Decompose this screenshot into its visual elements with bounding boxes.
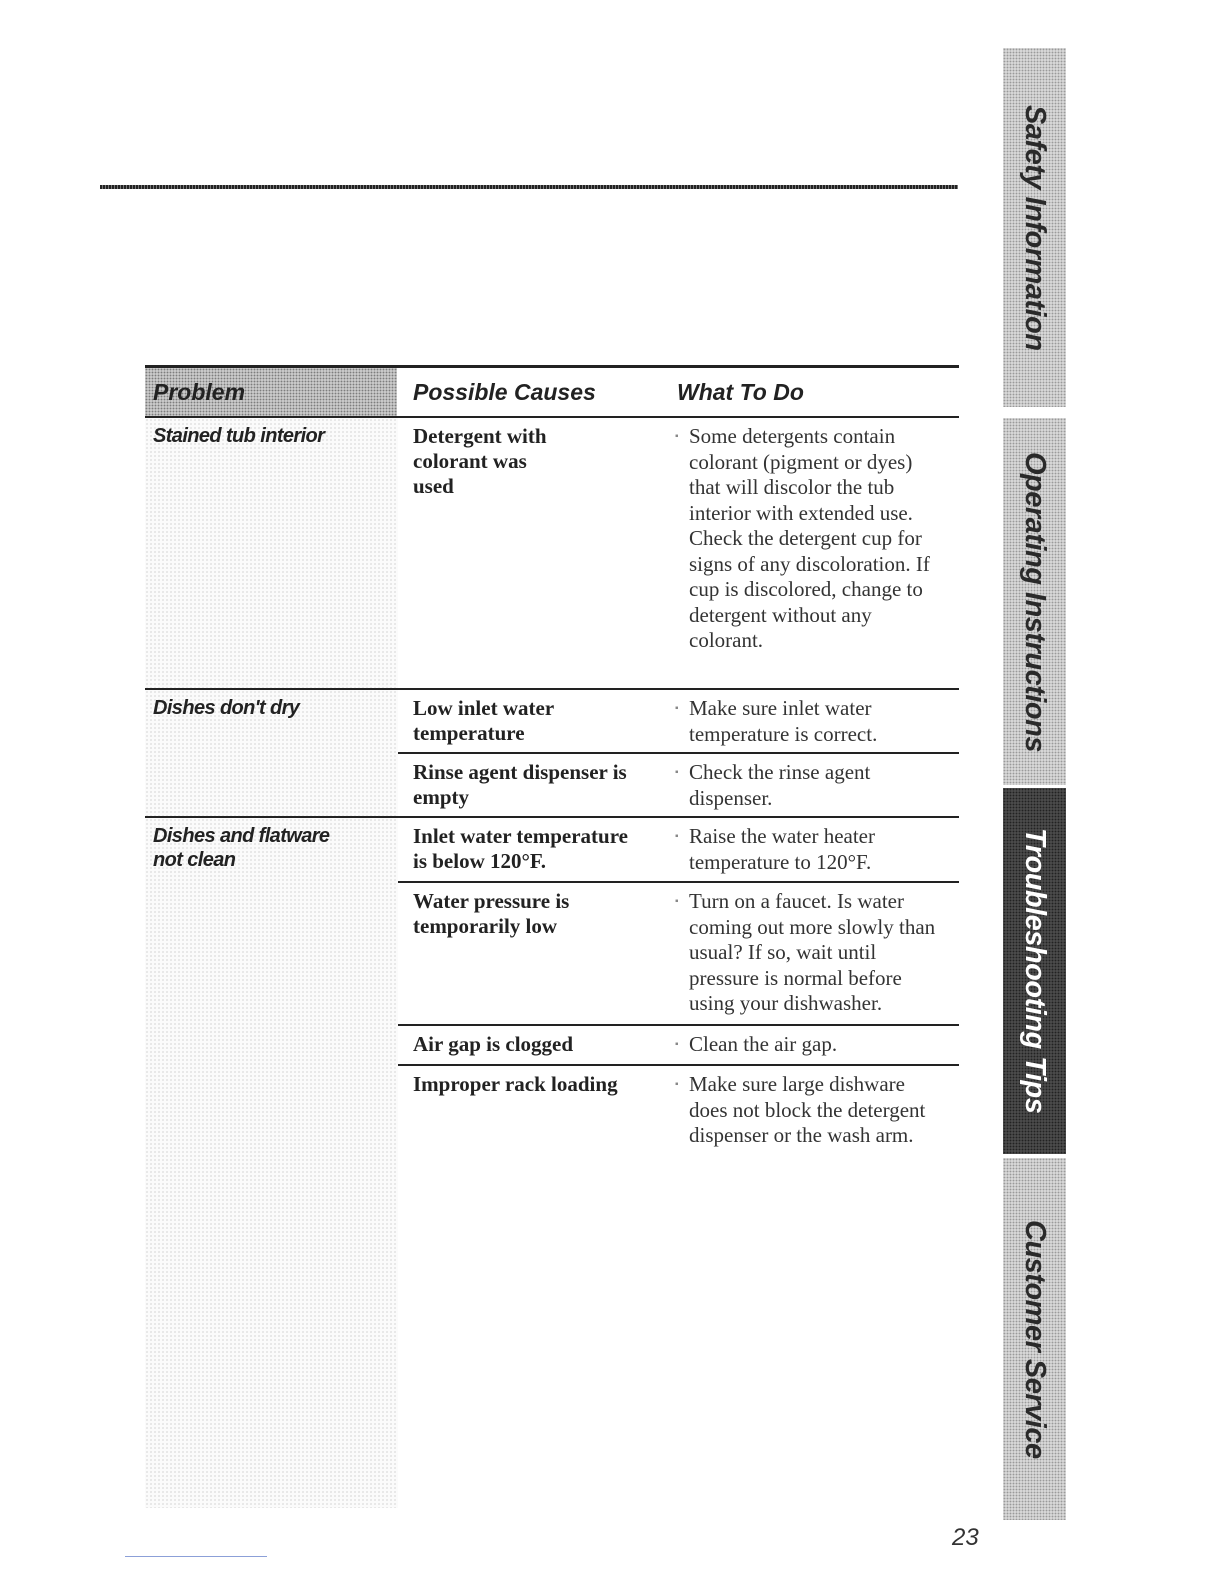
remedy-text: Make sure inlet water temperature is correct. <box>689 696 878 746</box>
cause-remedy-pair <box>398 752 959 819</box>
tab-troubleshooting-tips[interactable] <box>1003 788 1066 1154</box>
cause-remedy-pair <box>398 881 959 1024</box>
possible-cause: Detergent with colorant was used <box>413 424 547 498</box>
problem-cell <box>145 690 398 816</box>
possible-cause: Inlet water temperature is below 120°F. <box>413 824 628 873</box>
cause-remedy-pair <box>398 690 959 752</box>
bullet-icon: ▪ <box>675 1079 679 1090</box>
possible-cause: Rinse agent dispenser is empty <box>413 760 627 809</box>
table-row <box>145 818 959 1508</box>
possible-cause: Water pressure is temporarily low <box>413 889 570 938</box>
tab-label: Operating Instructions <box>1019 451 1051 752</box>
problem-label: Dishes and flatware not clean <box>153 825 330 871</box>
entries-cell <box>398 690 959 816</box>
tab-customer-service[interactable] <box>1003 1158 1066 1520</box>
header-problem-cell <box>145 368 397 416</box>
table-row <box>145 418 959 690</box>
bullet-icon: ▪ <box>675 896 679 907</box>
remedy-text: Some detergents contain colorant (pigment or dyes) that will discolor the tub interior with extended use. Check the detergent cup for signs of any discoloration. If cup is discolored, change to detergent without any colorant. <box>689 424 930 652</box>
remedy-text: Make sure large dishware does not block the detergent dispenser or the wash arm. <box>689 1072 926 1147</box>
cause-remedy-pair <box>398 818 959 881</box>
remedy-text: Raise the water heater temperature to 120°F. <box>689 824 875 874</box>
remedy-text: Check the rinse agent dispenser. <box>689 760 871 810</box>
page-number: 23 <box>952 1524 979 1551</box>
tab-label: Safety Information <box>1019 104 1051 351</box>
table-row <box>145 690 959 818</box>
bullet-icon: ▪ <box>675 703 679 714</box>
footer-rule <box>125 1556 267 1557</box>
problem-cell <box>145 818 398 1508</box>
header-what-to-do: What To Do <box>677 379 804 405</box>
bullet-icon: ▪ <box>675 431 679 442</box>
remedy-text: Clean the air gap. <box>689 1032 838 1056</box>
troubleshooting-table <box>145 365 959 1508</box>
cause-remedy-pair <box>398 1024 959 1064</box>
possible-cause: Low inlet water temperature <box>413 696 554 745</box>
cause-remedy-pair <box>398 1064 959 1157</box>
header-possible-causes: Possible Causes <box>413 379 596 405</box>
problem-label: Dishes don't dry <box>153 697 300 719</box>
header-problem: Problem <box>153 378 246 405</box>
entries-cell <box>398 818 959 1508</box>
what-to-do <box>661 1026 959 1064</box>
possible-cause: Air gap is clogged <box>413 1032 574 1056</box>
entries-cell <box>398 418 959 688</box>
bullet-icon: ▪ <box>675 1039 679 1050</box>
tab-safety-information[interactable] <box>1003 48 1066 407</box>
what-to-do <box>661 883 959 1024</box>
what-to-do <box>661 1066 959 1157</box>
what-to-do <box>661 418 959 662</box>
what-to-do <box>661 690 959 752</box>
remedy-text: Turn on a faucet. Is water coming out more slowly than usual? If so, wait until pressure is normal before using your dishwasher. <box>689 889 936 1015</box>
tab-operating-instructions[interactable] <box>1003 418 1066 785</box>
tab-label: Customer Service <box>1019 1219 1051 1459</box>
problem-cell <box>145 418 398 688</box>
bullet-icon: ▪ <box>675 767 679 778</box>
cause-remedy-pair <box>398 418 959 662</box>
possible-cause: Improper rack loading <box>413 1072 618 1096</box>
problem-label: Stained tub interior <box>153 425 325 447</box>
tab-label: Troubleshooting Tips <box>1019 828 1051 1114</box>
what-to-do <box>661 818 959 881</box>
section-tabs <box>1003 48 1066 1520</box>
top-rule <box>100 185 958 189</box>
bullet-icon: ▪ <box>675 831 679 842</box>
table-header <box>145 365 959 418</box>
what-to-do <box>661 754 959 819</box>
